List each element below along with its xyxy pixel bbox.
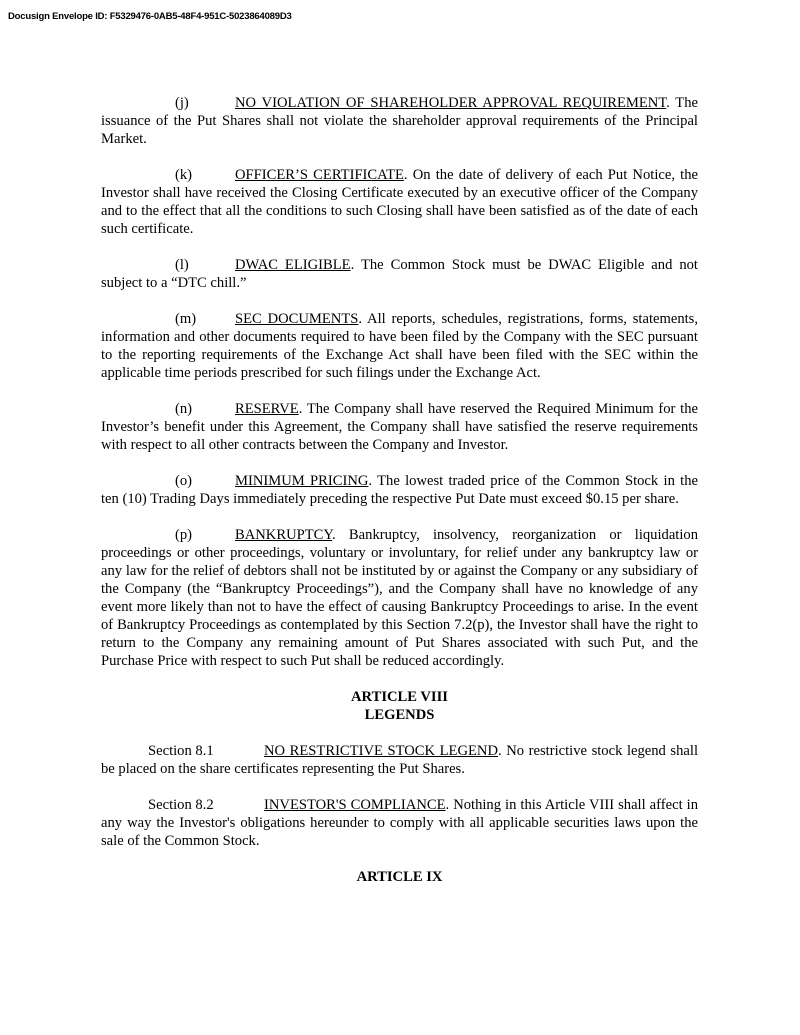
clause-text: . The lowest traded price of the Common Stock in the ten (10) Trading Days immediately preceding the respective Put Date must exceed $0.15 per share.: [101, 473, 698, 507]
section-title: INVESTOR'S COMPLIANCE: [264, 797, 446, 813]
section-text: . No restrictive stock legend shall be placed on the share certificates representing the Put Shares.: [101, 743, 698, 777]
clause-p: [101, 526, 698, 670]
clause-title: NO VIOLATION OF SHAREHOLDER APPROVAL REQUIREMENT: [235, 95, 667, 111]
clause-title: MINIMUM PRICING: [235, 473, 369, 489]
section-number: Section 8.1: [148, 743, 214, 759]
section-8-2: [101, 796, 698, 850]
section-title: NO RESTRICTIVE STOCK LEGEND: [264, 743, 498, 759]
envelope-id: Docusign Envelope ID: F5329476-0AB5-48F4-951C-5023864089D3: [8, 11, 292, 22]
clause-index: (l): [175, 257, 189, 273]
clause-index: (j): [175, 95, 189, 111]
clause-index: (m): [175, 311, 197, 327]
clause-text: . The Company shall have reserved the Required Minimum for the Investor’s benefit under this Agreement, the Company shall have satisfied the reserve requirements with respect to all other contracts between the Company and Investor.: [101, 401, 698, 453]
section-number: Section 8.2: [148, 797, 214, 813]
clause-index: (o): [175, 473, 193, 489]
clause-l: [101, 256, 698, 292]
clause-n: [101, 400, 698, 454]
clause-title: RESERVE: [235, 401, 299, 417]
clause-index: (n): [175, 401, 193, 417]
clause-title: BANKRUPTCY: [235, 527, 333, 543]
clause-text: . All reports, schedules, registrations, forms, statements, information and other documents required to have been filed by the Company with the SEC pursuant to the reporting requirements of the Exchange Act shall have been filed with the SEC within the applicable time periods prescribed for such filings under the Exchange Act.: [101, 311, 698, 381]
clause-m: [101, 310, 698, 382]
article-8-heading-block: [101, 688, 698, 724]
clause-j: [101, 94, 698, 148]
clause-o: [101, 472, 698, 508]
clause-title: DWAC ELIGIBLE: [235, 257, 351, 273]
clause-text: . On the date of delivery of each Put Notice, the Investor shall have received the Closing Certificate executed by an executive officer of the Company and to the effect that all the conditions to such Closing shall have been satisfied as of the date of each such certificate.: [101, 167, 698, 237]
document-body: [101, 94, 698, 886]
clause-text: . The Common Stock must be DWAC Eligible and not subject to a “DTC chill.”: [101, 257, 698, 291]
clause-title: OFFICER’S CERTIFICATE: [235, 167, 404, 183]
clause-text: . The issuance of the Put Shares shall not violate the shareholder approval requirements of the Principal Market.: [101, 95, 698, 147]
section-8-1: [101, 742, 698, 778]
clause-index: (k): [175, 167, 193, 183]
clause-text: . Bankruptcy, insolvency, reorganization or liquidation proceedings or other proceedings, voluntary or involuntary, for relief under any bankruptcy law or any law for the relief of debtors shall not be instituted by or against the Company or any subsidiary of the Company (the “Bankruptcy Proceedings”), and the Company shall have no knowledge of any event more likely than not to have the effect of causing Bankruptcy Proceedings to arise. In the event of Bankruptcy Proceedings as contemplated by this Section 7.2(p), the Investor shall have the right to return to the Company any remaining amount of Put Shares associated with such Put, and the Purchase Price with respect to such Put shall be reduced accordingly.: [101, 527, 698, 669]
article-8-subheading: LEGENDS: [364, 707, 435, 723]
section-text: . Nothing in this Article VIII shall affect in any way the Investor's obligations hereunder to comply with all applicable securities laws upon the sale of the Common Stock.: [101, 797, 698, 849]
clause-title: SEC DOCUMENTS: [235, 311, 359, 327]
clause-index: (p): [175, 527, 193, 543]
article-9-heading: ARTICLE IX: [356, 869, 443, 885]
clause-k: [101, 166, 698, 238]
article-8-heading: ARTICLE VIII: [351, 689, 448, 705]
